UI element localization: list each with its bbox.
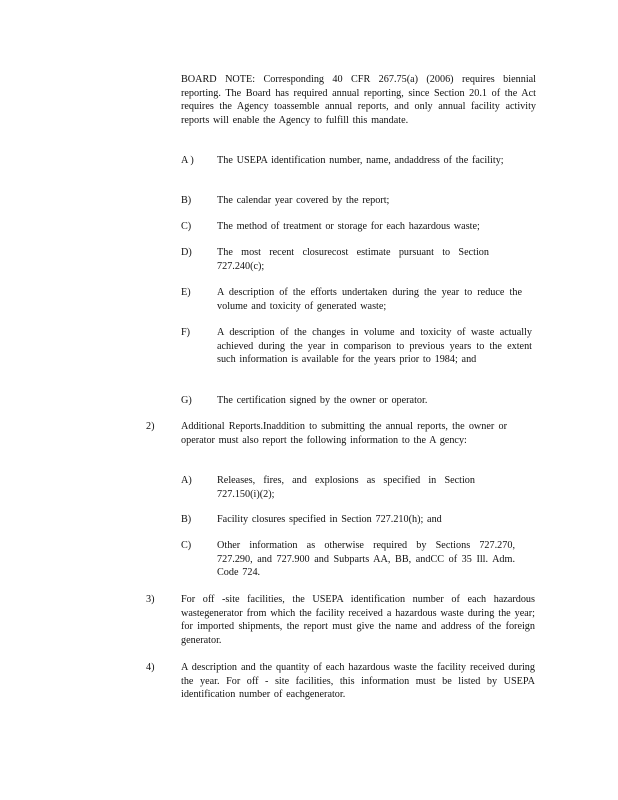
board-note: BOARD NOTE: Corresponding 40 CFR 267.75(a) (2006) requires biennial reporting. The Board has required annual reporting, since Section 20.1 of the Act requires the Agency toassemble annual reports, and only annual facility activity reports will enable the Agency to fulfill this mandate. <box>181 74 536 127</box>
section-item-text: Additional Reports.Inaddition to submitting the annual reports, the owner or operator must also report the following information to the A gency: <box>181 421 507 446</box>
list-item-label: C) <box>181 540 192 551</box>
list-item-text: Releases, fires, and explosions as specified in Section 727.150(i)(2); <box>217 475 475 500</box>
list-item-text: The method of treatment or storage for each hazardous waste; <box>217 221 480 232</box>
list-item-text: Other information as otherwise required by Sections 727.270, 727.290, and 727.900 and Subparts AA, BB, andCC of 35 Ill. Adm. Code 724. <box>217 540 515 579</box>
list-item-label: E) <box>181 287 191 298</box>
list-item-label: A ) <box>181 155 194 166</box>
list-item-label: G) <box>181 395 192 406</box>
section-item-text: For off -site facilities, the USEPA identification number of each hazardous wastegenerator from which the facility received a hazardous waste during the year; for imported shipments, the report must give the name and address of the foreign generator. <box>181 594 535 647</box>
list-item-label: F) <box>181 327 191 338</box>
list-item-text: The calendar year covered by the report; <box>217 195 390 206</box>
list-item-label: A) <box>181 475 192 486</box>
list-item-label: C) <box>181 221 192 232</box>
list-item-label: D) <box>181 247 192 258</box>
list-item-text: Facility closures specified in Section 727.210(h); and <box>217 514 442 525</box>
list-item-text: A description of the efforts undertaken during the year to reduce the volume and toxicity of generated waste; <box>217 287 522 312</box>
section-item-label: 2) <box>146 421 155 432</box>
list-item-text: The certification signed by the owner or operator. <box>217 395 428 406</box>
section-item-text: A description and the quantity of each hazardous waste the facility received during the year. For off - site facilities, this information must be listed by USEPA identification number of eachgenerator. <box>181 662 535 701</box>
list-item-label: B) <box>181 514 192 525</box>
list-item-text: The USEPA identification number, name, andaddress of the facility; <box>217 155 504 166</box>
section-item-label: 4) <box>146 662 155 673</box>
list-item-label: B) <box>181 195 192 206</box>
list-item-text: A description of the changes in volume and toxicity of waste actually achieved during the year in comparison to previous years to the extent such information is available for the years prior to 1984; and <box>217 327 532 366</box>
list-item-text: The most recent closurecost estimate pursuant to Section 727.240(c); <box>217 247 489 272</box>
section-item-label: 3) <box>146 594 155 605</box>
